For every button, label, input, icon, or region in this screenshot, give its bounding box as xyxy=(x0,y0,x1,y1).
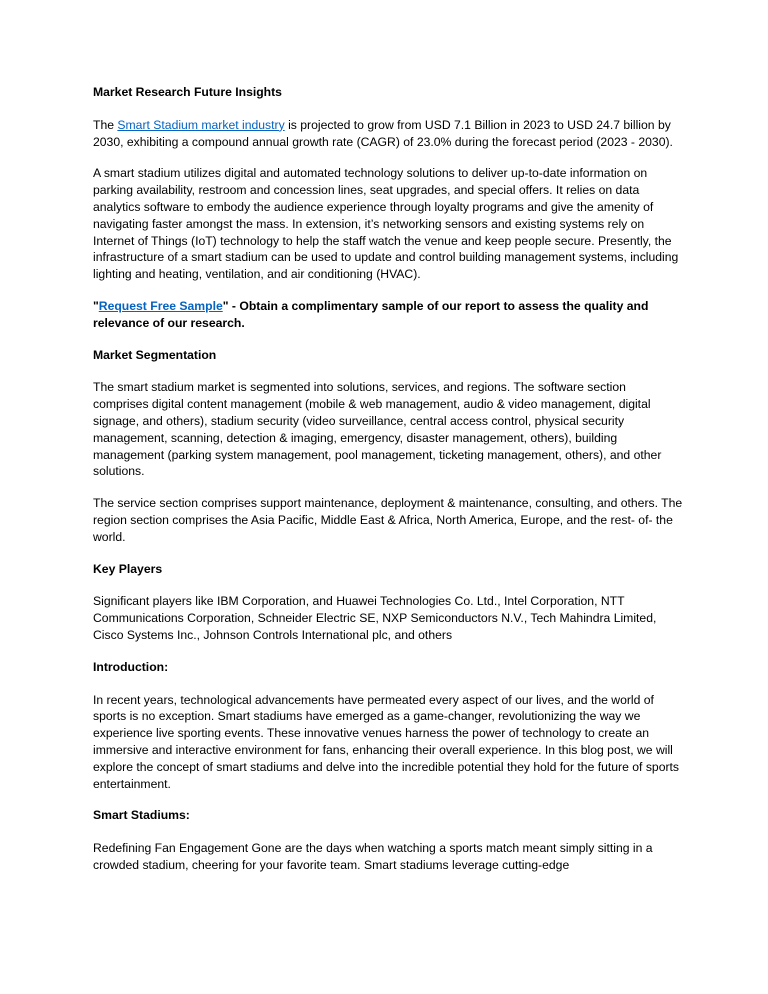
request-sample-callout xyxy=(93,298,683,332)
introduction-paragraph: In recent years, technological advancements have permeated every aspect of our lives, and the world of sports is no exception. Smart stadiums have emerged as a game-changer, revolutionizing the way we experience live sporting events. These innovative venues harness the power of technology to create an immersive and interactive environment for fans, enhancing their overall experience. In this blog post, we will explore the concept of smart stadiums and delve into the incredible potential they hold for the future of sports entertainment. xyxy=(93,692,680,791)
smart-stadium-market-link[interactable]: Smart Stadium market industry xyxy=(117,117,285,132)
heading-smart-stadiums: Smart Stadiums: xyxy=(93,808,190,823)
heading-market-segmentation: Market Segmentation xyxy=(93,347,217,362)
document-page xyxy=(93,84,683,889)
heading-insights: Market Research Future Insights xyxy=(93,85,282,99)
intro-prefix: The xyxy=(93,117,118,132)
segmentation-paragraph-2: The service section comprises support maintenance, deployment & maintenance, consulting, and others. The region section comprises the Asia Pacific, Middle East & Africa, North America, Europe, and the rest- of- the world. xyxy=(93,496,683,544)
cta-rest-text: " - Obtain a complimentary sample of our report to assess the quality and relevance of our research. xyxy=(93,298,649,330)
intro-suffix: is projected to grow from USD 7.1 Billion in 2023 to USD 24.7 billion by 2030, exhibiting a compound annual growth rate (CAGR) of 23.0% during the forecast period (2023 - 2030). xyxy=(93,117,673,149)
key-players-paragraph: Significant players like IBM Corporation, and Huawei Technologies Co. Ltd., Intel Corporation, NTT Communications Corporation, Schneider Electric SE, NXP Semiconductors N.V., Tech Mahindra Limited, Cisco Systems Inc., Johnson Controls International plc, and others xyxy=(93,594,657,642)
heading-key-players: Key Players xyxy=(93,561,163,576)
smart-stadiums-paragraph: Redefining Fan Engagement Gone are the days when watching a sports match meant simply sitting in a crowded stadium, cheering for your favorite team. Smart stadiums leverage cutting-edge xyxy=(93,841,653,872)
heading-introduction: Introduction: xyxy=(93,659,169,674)
cta-open-quote: " xyxy=(93,298,99,313)
intro-paragraph xyxy=(93,117,683,151)
segmentation-paragraph-1: The smart stadium market is segmented into solutions, services, and regions. The software section comprises digital content management (mobile & web management, audio & video management, digital signage, and others), stadium security (video surveillance, central access control, physical security management, scanning, detection & imaging, emergency, disaster management, others), building management (parking system management, pool management, ticketing management, others), and other solutions. xyxy=(93,380,662,479)
request-free-sample-link[interactable]: Request Free Sample xyxy=(98,298,223,313)
smart-stadium-paragraph: A smart stadium utilizes digital and automated technology solutions to deliver up-to-date information on parking availability, restroom and concession lines, seat upgrades, and special offers. It relies on data analytics software to embody the audience experience through loyalty programs and give the amenity of navigating faster amongst the mass. In extension, it’s networking sensors and existing systems rely on Internet of Things (IoT) technology to help the staff watch the venue and keep people secure. Presently, the infrastructure of a smart stadium can be used to update and control building management systems, including lighting and heating, ventilation, and air conditioning (HVAC). xyxy=(93,166,679,282)
